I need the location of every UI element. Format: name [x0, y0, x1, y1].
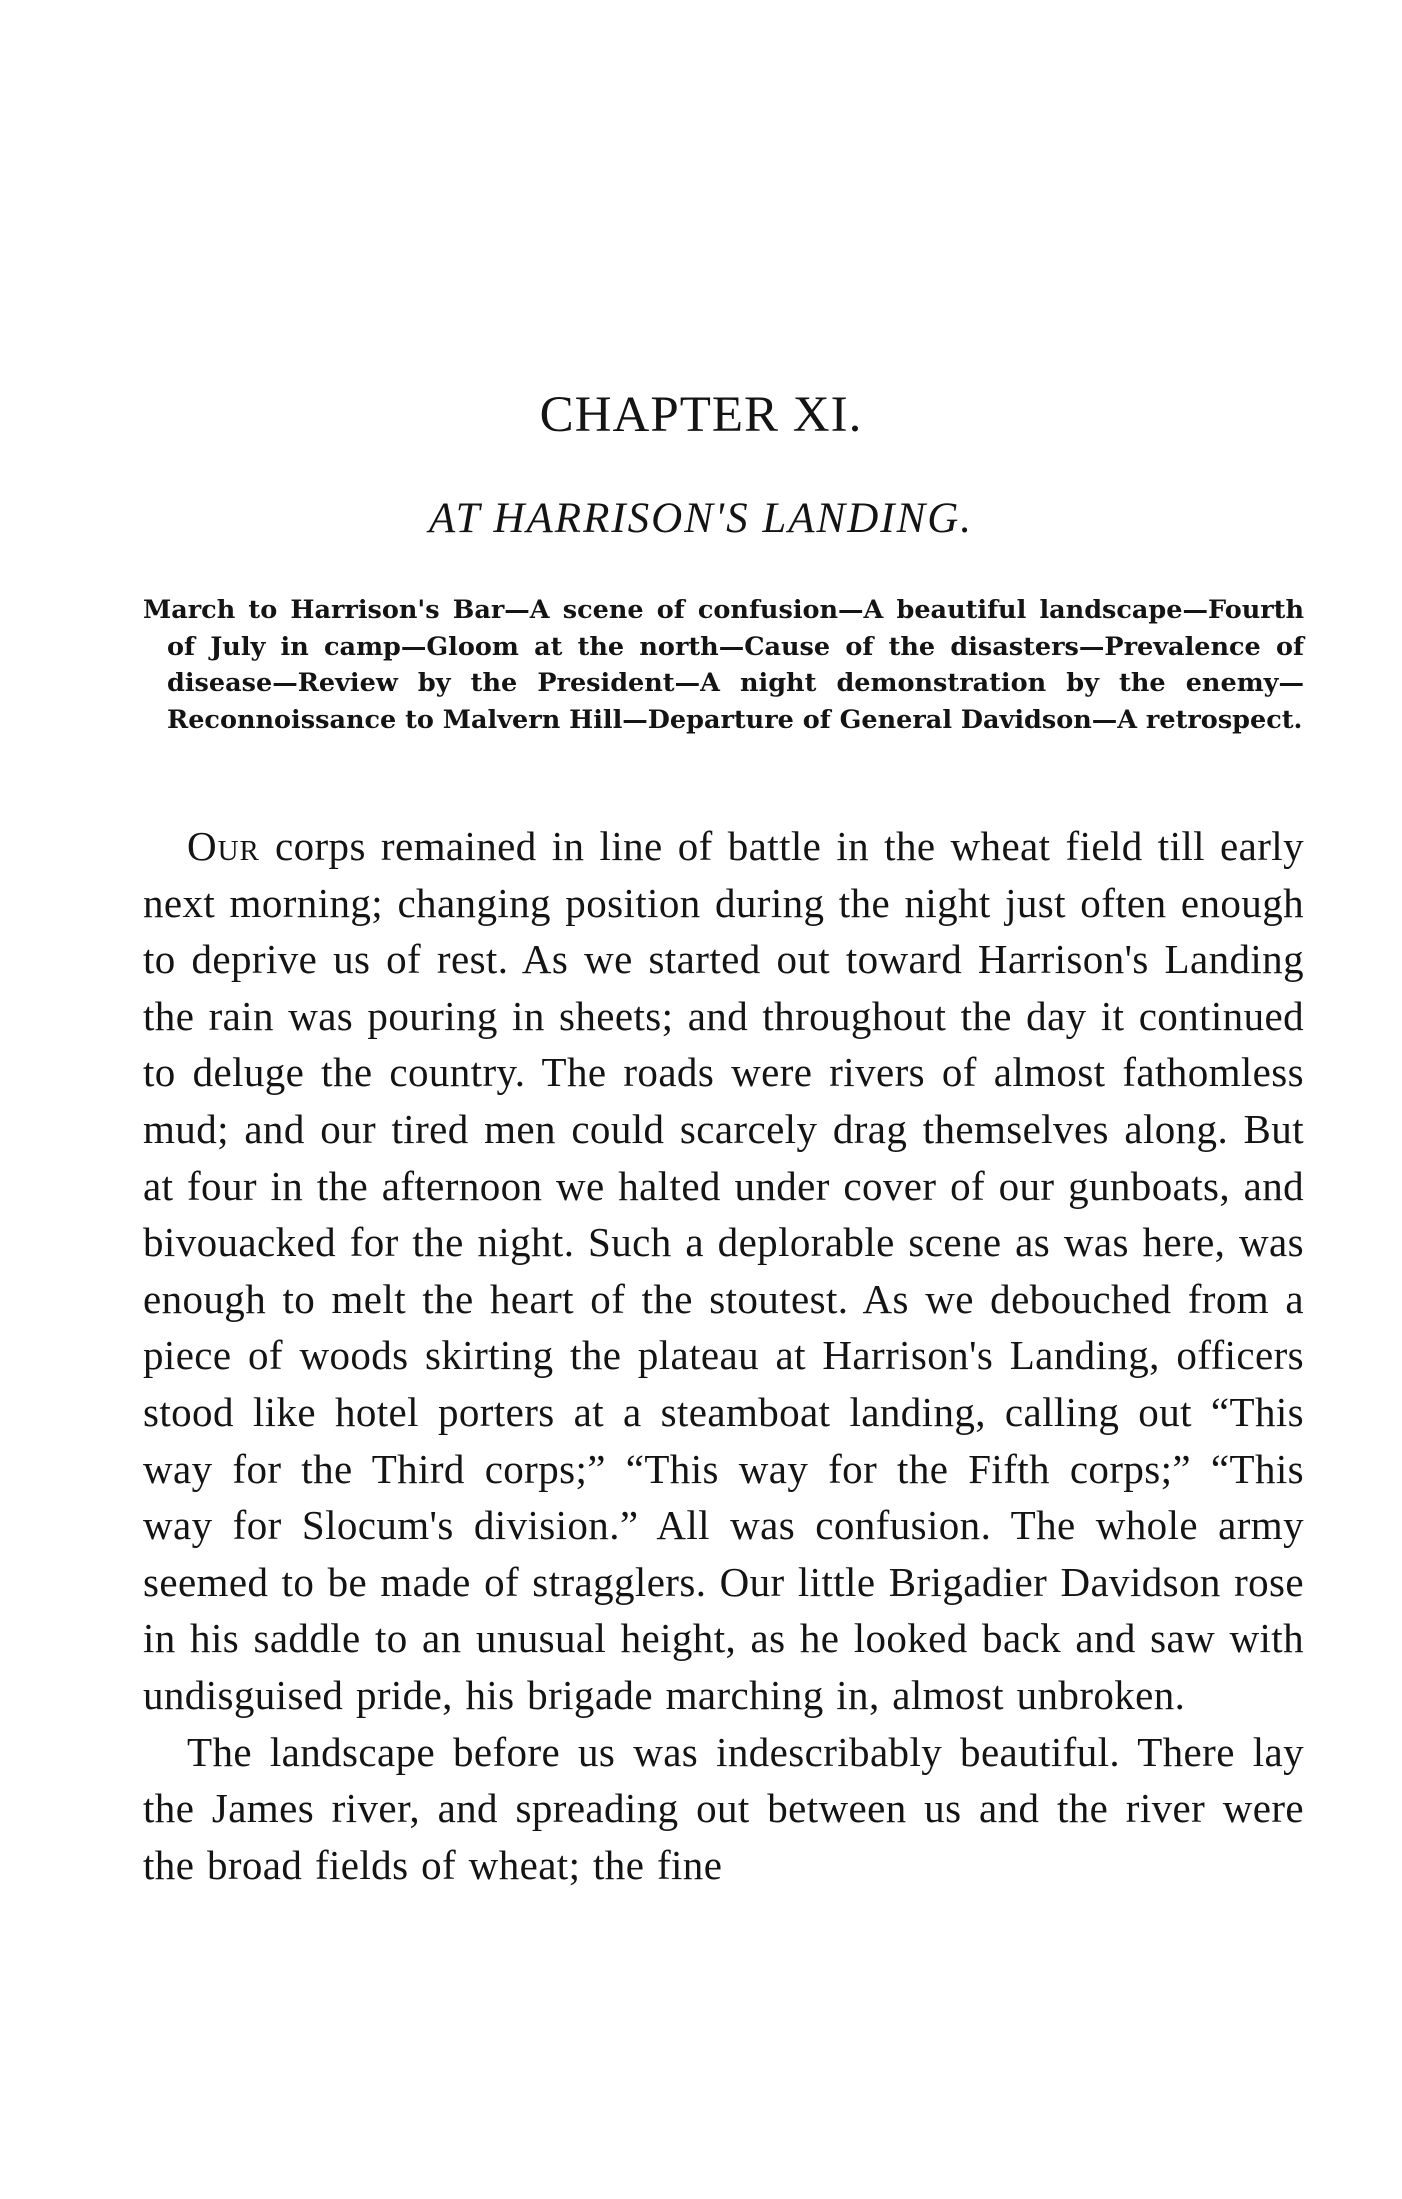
chapter-number: CHAPTER XI.	[539, 387, 863, 443]
chapter-body	[143, 818, 1304, 1893]
paragraph-2	[143, 1724, 1304, 1894]
paragraph-1	[143, 818, 1304, 1724]
chapter-synopsis: March to Harrison's Bar—A scene of confusion—A beautiful landscape—Fourth of July in camp—Gloom at the north—Cause of the disasters—Prevalence of disease—Review by the President—A night demonstration by the enemy—Reconnoissance to Malvern Hill—Departure of General Davidson—A retrospect.	[143, 595, 1304, 735]
chapter-title: AT HARRISON'S LANDING.	[428, 495, 974, 542]
paragraph-lead-word: Our	[187, 823, 260, 869]
paragraph-2-text: The landscape before us was indescribably beautiful. There lay the James river, and spreading out between us and the river were the broad fields of wheat; the fine	[143, 1728, 1304, 1888]
paragraph-1-text: corps remained in line of battle in the wheat field till early next morning; changing position during the night just often enough to deprive us of rest. As we started out toward Harrison's Landing the rain was pouring in sheets; and throughout the day it continued to deluge the country. The roads were rivers of almost fathomless mud; and our tired men could scarcely drag themselves along. But at four in the afternoon we halted under cover of our gunboats, and bivouacked for the night. Such a deplorable scene as was here, was enough to melt the heart of the stoutest. As we debouched from a piece of woods skirting the plateau at Harrison's Landing, officers stood like hotel porters at a steamboat landing, calling out “This way for the Third corps;” “This way for the Fifth corps;” “This way for Slocum's division.” All was confusion. The whole army seemed to be made of stragglers. Our little Brigadier Davidson rose in his saddle to an unusual height, as he looked back and saw with undisguised pride, his brigade marching in, almost unbroken.	[143, 823, 1304, 1718]
